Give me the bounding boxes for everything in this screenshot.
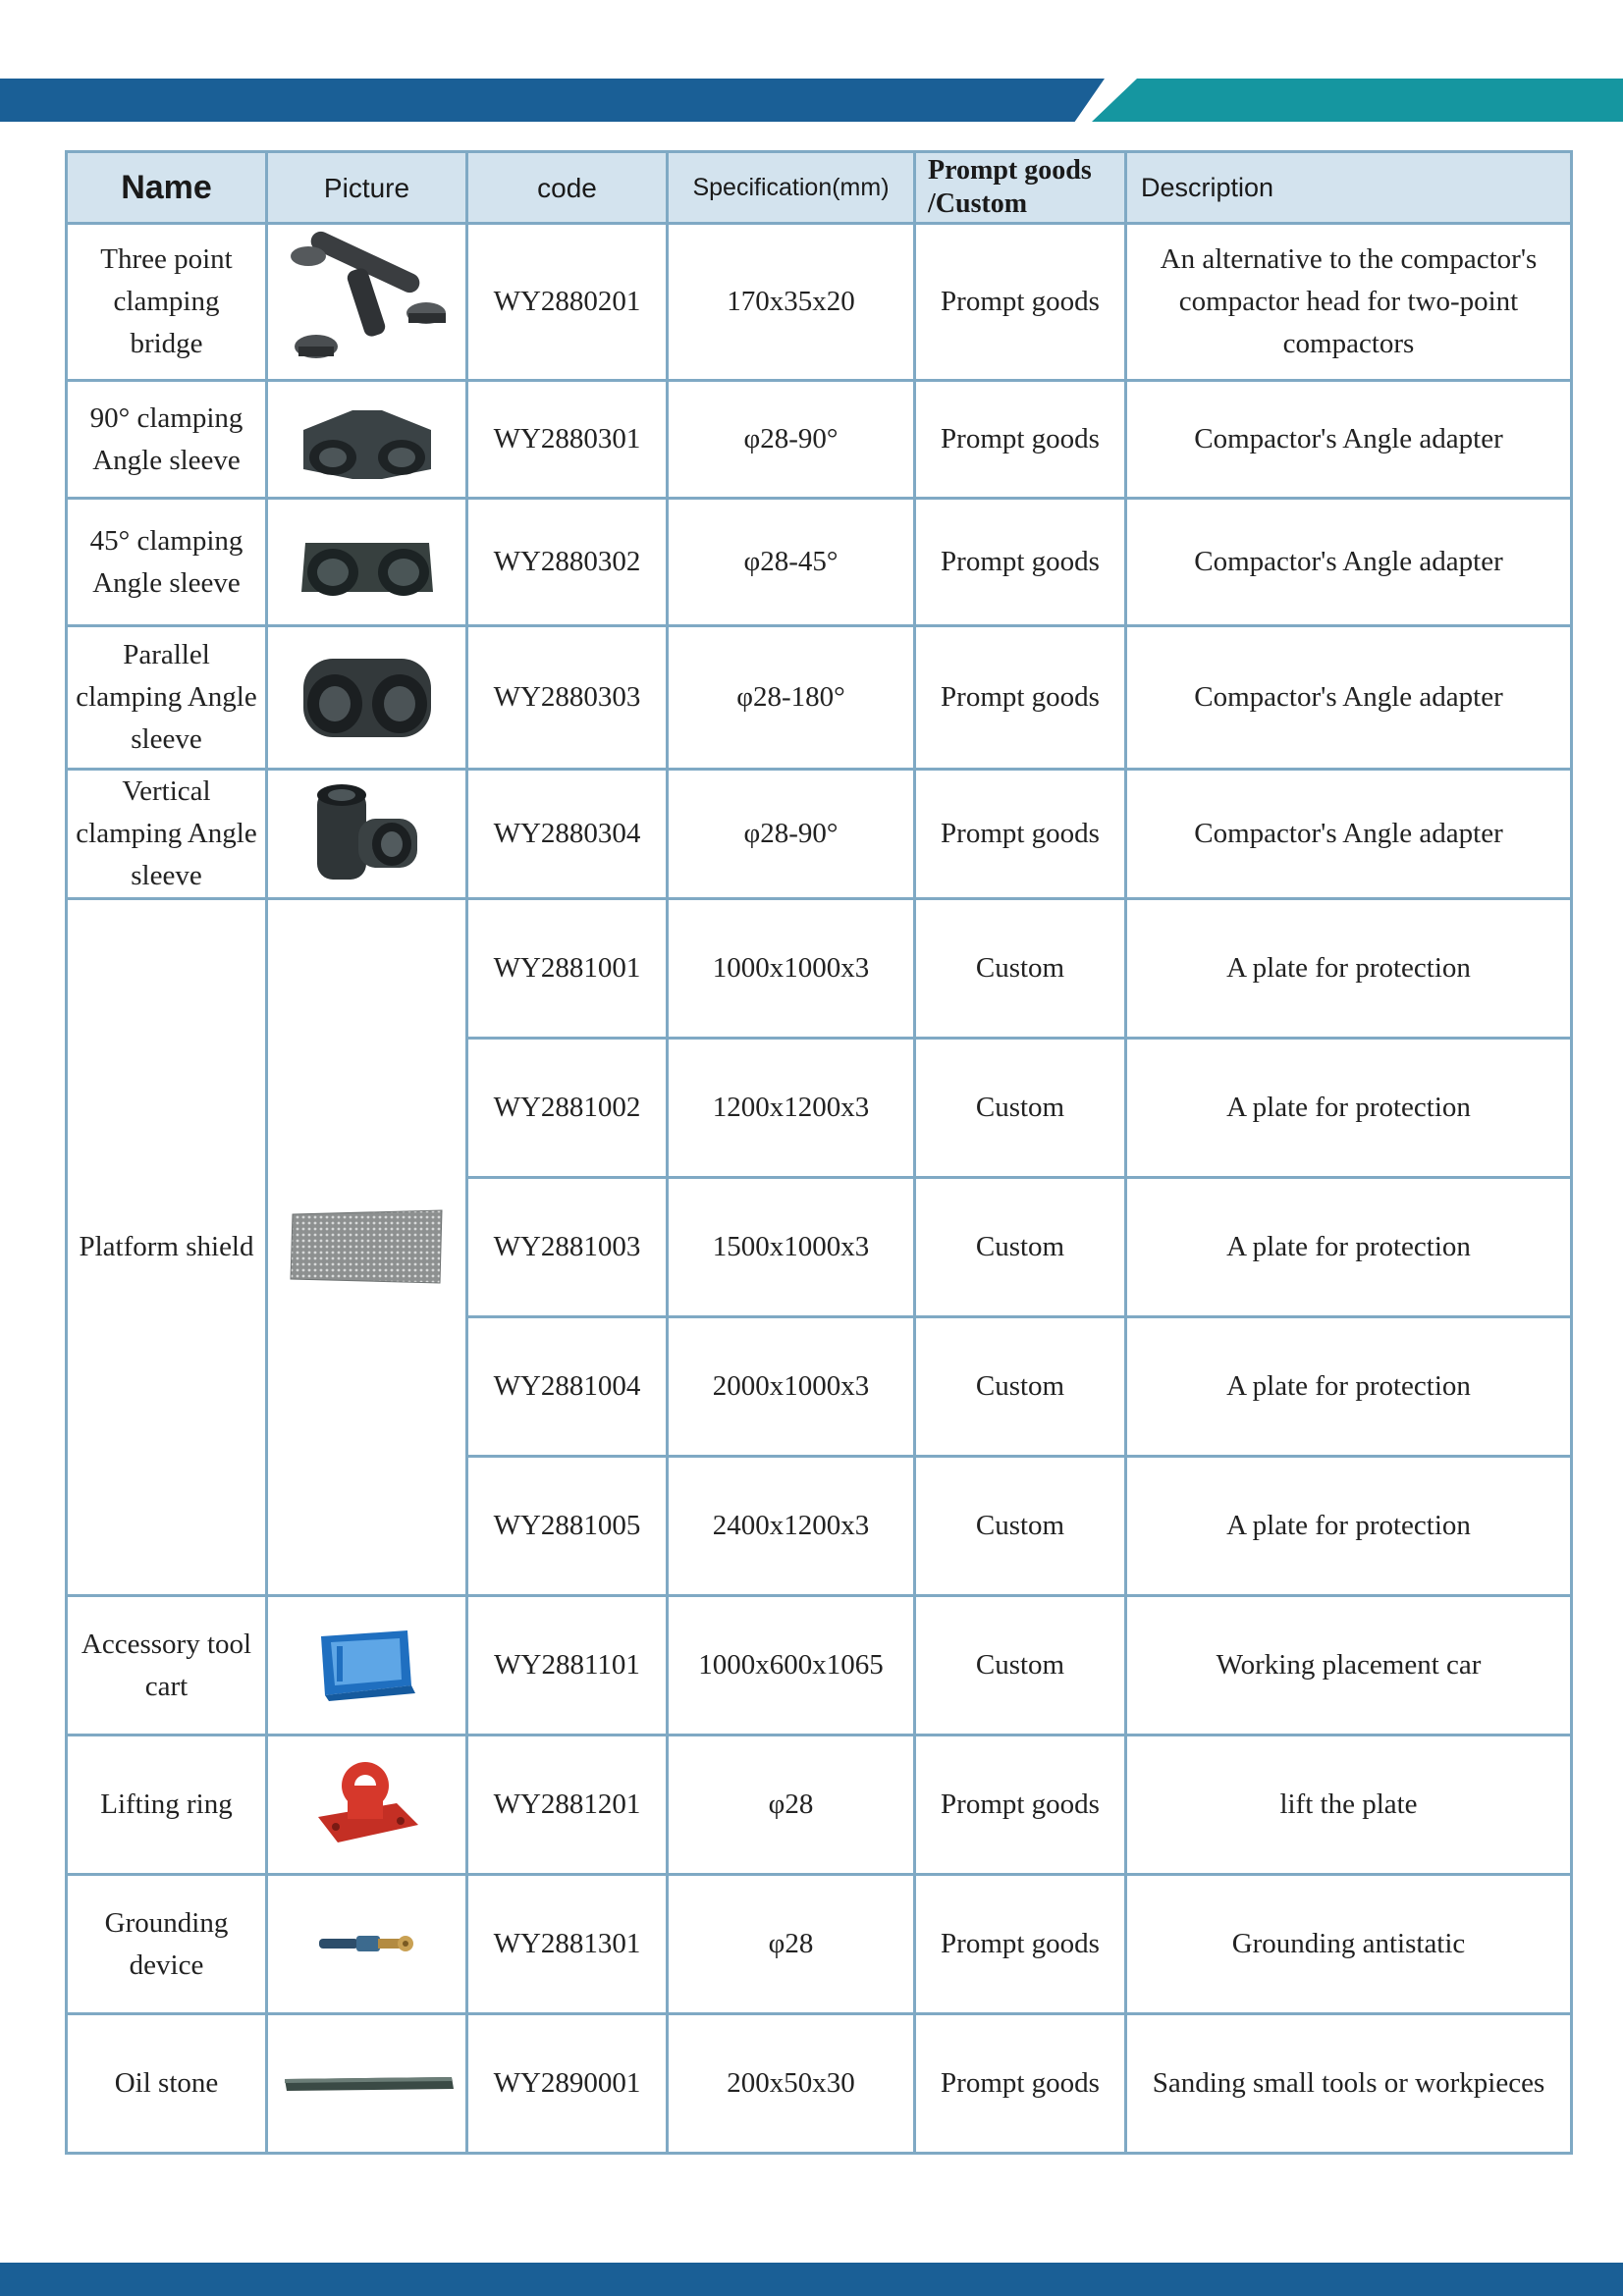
vertical-sleeve-image (267, 770, 467, 899)
table-row (67, 499, 1572, 626)
header-prompt-custom: Prompt goods /Custom (915, 152, 1126, 224)
table-row (67, 626, 1572, 770)
item-name: Oil stone (67, 2014, 267, 2154)
header-code: code (467, 152, 668, 224)
item-code: WY2881004 (467, 1317, 668, 1457)
table-row (67, 899, 1572, 1039)
product-spec-table (65, 150, 1573, 2155)
item-availability: Custom (915, 1457, 1126, 1596)
tool-cart-image (267, 1596, 467, 1735)
item-spec: 2400x1200x3 (668, 1457, 915, 1596)
item-description: A plate for protection (1126, 1457, 1572, 1596)
item-availability: Prompt goods (915, 626, 1126, 770)
angle-sleeve-90-image (267, 381, 467, 499)
item-code: WY2881101 (467, 1596, 668, 1735)
item-name: Vertical clamping Angle sleeve (67, 770, 267, 899)
item-availability: Prompt goods (915, 1875, 1126, 2014)
item-description: A plate for protection (1126, 1317, 1572, 1457)
item-description: Compactor's Angle adapter (1126, 626, 1572, 770)
item-spec: φ28-90° (668, 770, 915, 899)
perforated-plate-image (267, 899, 467, 1596)
item-name: 90° clamping Angle sleeve (67, 381, 267, 499)
item-code: WY2890001 (467, 2014, 668, 2154)
item-availability: Custom (915, 1596, 1126, 1735)
item-spec: 1500x1000x3 (668, 1178, 915, 1317)
item-name: Three point clamping bridge (67, 224, 267, 381)
header-name: Name (67, 152, 267, 224)
header-picture: Picture (267, 152, 467, 224)
item-code: WY2881002 (467, 1039, 668, 1178)
item-description: A plate for protection (1126, 1178, 1572, 1317)
item-description: Sanding small tools or workpieces (1126, 2014, 1572, 2154)
item-availability: Prompt goods (915, 224, 1126, 381)
item-spec: 170x35x20 (668, 224, 915, 381)
item-name: 45° clamping Angle sleeve (67, 499, 267, 626)
item-availability: Custom (915, 1178, 1126, 1317)
item-availability: Prompt goods (915, 499, 1126, 626)
table-row (67, 1875, 1572, 2014)
item-name: Platform shield (67, 899, 267, 1596)
table-row (67, 2014, 1572, 2154)
item-availability: Prompt goods (915, 381, 1126, 499)
item-description: An alternative to the compactor's compactor head for two-point compactors (1126, 224, 1572, 381)
item-code: WY2880302 (467, 499, 668, 626)
item-availability: Custom (915, 1039, 1126, 1178)
three-point-bridge-image (267, 224, 467, 381)
top-band-teal (1092, 79, 1623, 122)
item-spec: 1000x600x1065 (668, 1596, 915, 1735)
item-description: Grounding antistatic (1126, 1875, 1572, 2014)
item-spec: φ28 (668, 1875, 915, 2014)
item-code: WY2880301 (467, 381, 668, 499)
item-availability: Prompt goods (915, 770, 1126, 899)
item-description: A plate for protection (1126, 1039, 1572, 1178)
item-spec: 2000x1000x3 (668, 1317, 915, 1457)
item-availability: Custom (915, 899, 1126, 1039)
item-spec: φ28-90° (668, 381, 915, 499)
item-name: Grounding device (67, 1875, 267, 2014)
parallel-sleeve-image (267, 626, 467, 770)
table-row (67, 1735, 1572, 1875)
item-code: WY2881301 (467, 1875, 668, 2014)
item-spec: φ28 (668, 1735, 915, 1875)
grounding-device-image (267, 1875, 467, 2014)
item-description: lift the plate (1126, 1735, 1572, 1875)
item-spec: 1200x1200x3 (668, 1039, 915, 1178)
table-row (67, 224, 1572, 381)
item-code: WY2880201 (467, 224, 668, 381)
item-code: WY2881201 (467, 1735, 668, 1875)
item-spec: 200x50x30 (668, 2014, 915, 2154)
item-code: WY2881001 (467, 899, 668, 1039)
header-specification: Specification(mm) (668, 152, 915, 224)
lifting-ring-image (267, 1735, 467, 1875)
item-availability: Custom (915, 1317, 1126, 1457)
item-name: Accessory tool cart (67, 1596, 267, 1735)
item-code: WY2881005 (467, 1457, 668, 1596)
top-band-blue (0, 79, 1105, 122)
bottom-decorative-band (0, 2263, 1623, 2296)
item-description: Working placement car (1126, 1596, 1572, 1735)
item-spec: 1000x1000x3 (668, 899, 915, 1039)
item-description: Compactor's Angle adapter (1126, 499, 1572, 626)
item-description: Compactor's Angle adapter (1126, 381, 1572, 499)
top-decorative-band (0, 79, 1623, 122)
header-description: Description (1126, 152, 1572, 224)
item-code: WY2880304 (467, 770, 668, 899)
item-name: Lifting ring (67, 1735, 267, 1875)
item-spec: φ28-180° (668, 626, 915, 770)
oil-stone-image (267, 2014, 467, 2154)
item-availability: Prompt goods (915, 1735, 1126, 1875)
item-description: A plate for protection (1126, 899, 1572, 1039)
item-name: Parallel clamping Angle sleeve (67, 626, 267, 770)
item-description: Compactor's Angle adapter (1126, 770, 1572, 899)
table-row (67, 770, 1572, 899)
table-row (67, 381, 1572, 499)
item-availability: Prompt goods (915, 2014, 1126, 2154)
item-code: WY2881003 (467, 1178, 668, 1317)
table-row (67, 1596, 1572, 1735)
item-spec: φ28-45° (668, 499, 915, 626)
item-code: WY2880303 (467, 626, 668, 770)
angle-sleeve-45-image (267, 499, 467, 626)
table-header-row (67, 152, 1572, 224)
